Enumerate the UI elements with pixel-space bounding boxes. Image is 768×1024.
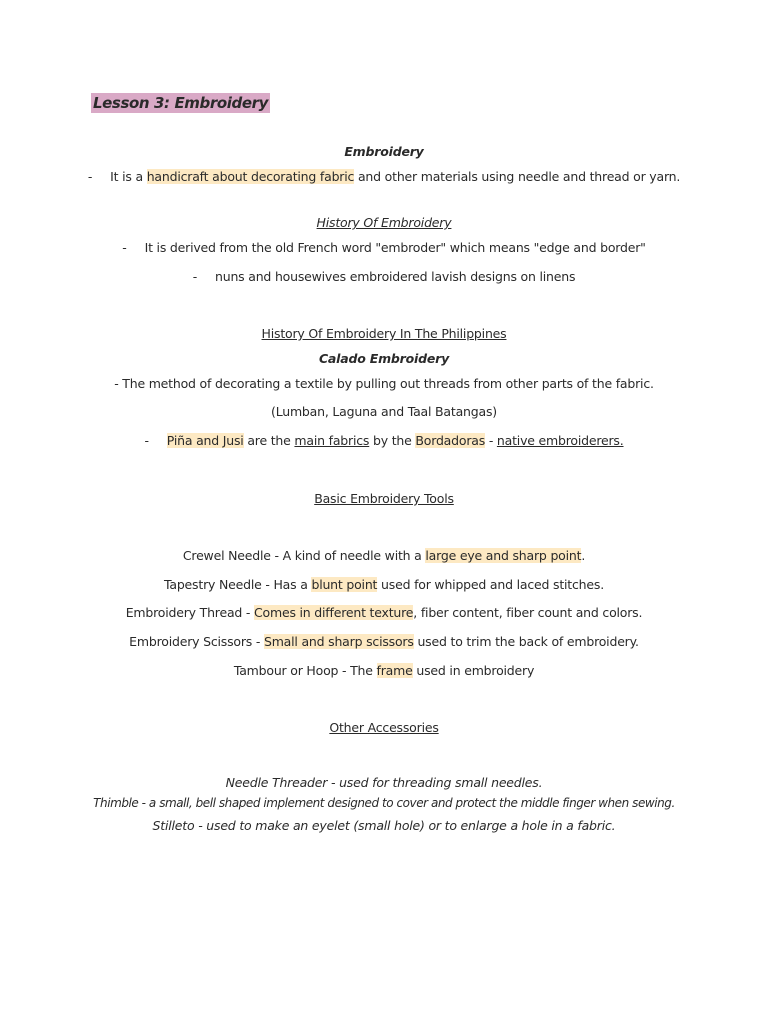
history-line-1	[0, 240, 768, 255]
tapestry-highlight: blunt point	[311, 577, 378, 592]
lesson-title: Lesson 3: Embroidery	[93, 94, 268, 112]
accessories-heading: Other Accessories	[329, 720, 439, 735]
calado-locations: (Lumban, Laguna and Taal Batangas)	[271, 404, 497, 419]
tapestry-text: Tapestry Needle - Has a	[164, 577, 312, 592]
calado-definition: - The method of decorating a textile by pulling out threads from other parts of the fabric.	[114, 376, 654, 391]
fabrics-line	[0, 433, 768, 448]
fabrics-are-the: are the	[243, 433, 295, 448]
fabrics-highlight: Piña and Jusi	[166, 433, 244, 448]
crewel-highlight: large eye and sharp point	[425, 548, 582, 563]
tambour-text: Tambour or Hoop - The	[233, 663, 377, 678]
crewel-text: Crewel Needle - A kind of needle with a	[182, 548, 426, 563]
calado-heading: Calado Embroidery	[318, 351, 450, 366]
tapestry-end: used for whipped and laced stitches.	[377, 577, 604, 592]
tool-tapestry-needle	[0, 577, 768, 592]
tambour-highlight: frame	[376, 663, 413, 678]
scissors-end: used to trim the back of embroidery.	[413, 634, 639, 649]
native-embroiderers: native embroiderers.	[496, 433, 624, 448]
scissors-highlight: Small and sharp scissors	[263, 634, 414, 649]
crewel-end: .	[581, 548, 586, 563]
history-text-2: nuns and housewives embroidered lavish designs on linens	[215, 269, 576, 284]
bullet-dash: -	[144, 433, 149, 448]
history-line-2	[0, 269, 768, 284]
definition-text-pre: It is a	[110, 169, 147, 184]
scissors-text: Embroidery Scissors -	[129, 634, 264, 649]
thread-text: Embroidery Thread -	[125, 605, 254, 620]
bordadoras-highlight: Bordadoras	[415, 433, 486, 448]
embroidery-heading: Embroidery	[344, 144, 424, 159]
tool-embroidery-scissors	[0, 634, 768, 649]
fabrics-separator: -	[485, 433, 497, 448]
tools-heading: Basic Embroidery Tools	[314, 491, 454, 506]
main-fabrics: main fabrics	[294, 433, 370, 448]
thread-end: , fiber content, fiber count and colors.	[413, 605, 643, 620]
tool-tambour-hoop	[0, 663, 768, 678]
tambour-end: used in embroidery	[412, 663, 535, 678]
fabrics-by-the: by the	[369, 433, 416, 448]
accessory-stilleto: Stilleto - used to make an eyelet (small hole) or to enlarge a hole in a fabric.	[152, 818, 616, 833]
tool-embroidery-thread	[0, 605, 768, 620]
philippines-heading: History Of Embroidery In The Philippines	[261, 326, 507, 341]
definition-highlight: handicraft about decorating fabric	[146, 169, 355, 184]
bullet-dash: -	[87, 169, 93, 184]
accessory-needle-threader: Needle Threader - used for threading small needles.	[225, 775, 543, 790]
history-text-1: It is derived from the old French word "embroder" which means "edge and border"	[144, 240, 646, 255]
thread-highlight: Comes in different texture	[254, 605, 414, 620]
bullet-dash: -	[122, 240, 127, 255]
definition-text-post: and other materials using needle and thread or yarn.	[354, 169, 681, 184]
history-heading: History Of Embroidery	[316, 215, 452, 230]
tool-crewel-needle	[0, 548, 768, 563]
embroidery-definition	[0, 169, 768, 184]
accessory-thimble: Thimble - a small, bell shaped implement designed to cover and protect the middle finger when sewing.	[93, 796, 675, 810]
bullet-dash: -	[192, 269, 197, 284]
